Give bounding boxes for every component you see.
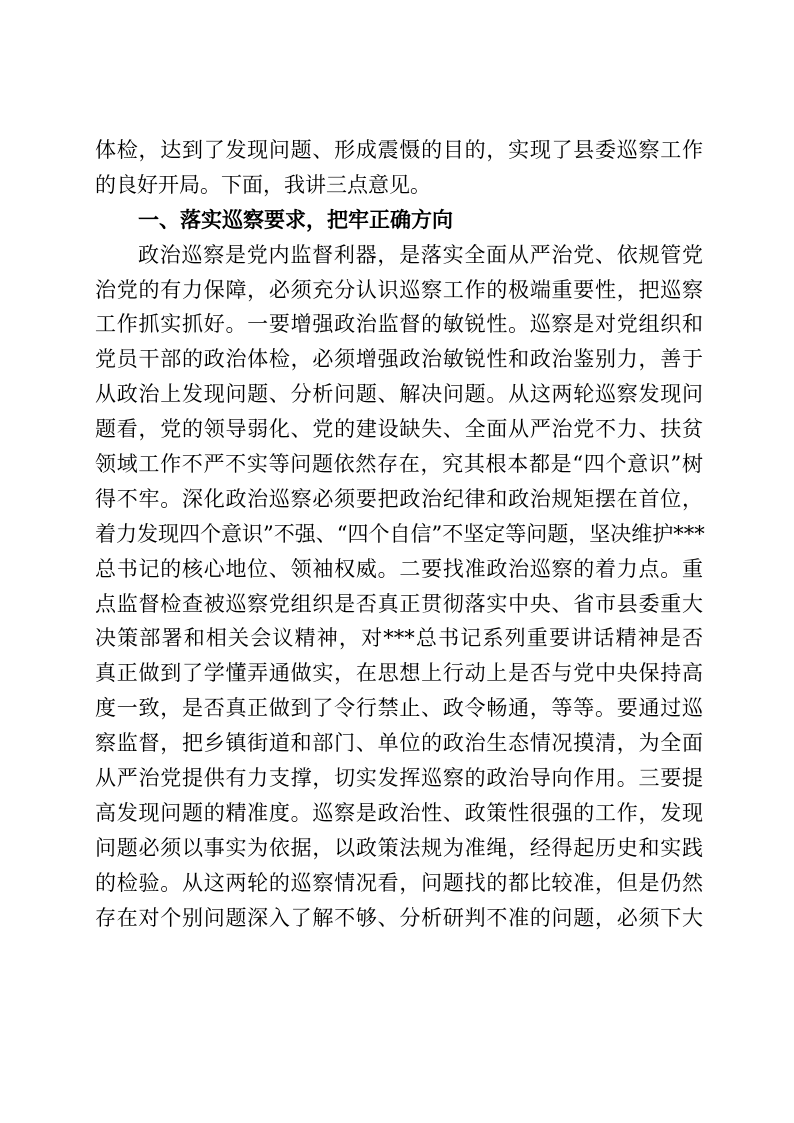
text-line: 题看，党的领导弱化、党的建设缺失、全面从严治党不力、扶贫 (95, 417, 703, 442)
text-line: 问题必须以事实为依据，以政策法规为准绳，经得起历史和实践 (95, 835, 703, 860)
text-line: 政治巡察是党内监督利器，是落实全面从严治党、依规管党 (138, 242, 703, 267)
text-line: 度一致，是否真正做到了令行禁止、政令畅通，等等。要通过巡 (95, 696, 703, 721)
text-line: 存在对个别问题深入了解不够、分析研判不准的问题，必须下大 (95, 905, 703, 930)
text-line: 察监督，把乡镇街道和部门、单位的政治生态情况摸清，为全面 (95, 731, 703, 756)
text-line: 工作抓实抓好。一要增强政治监督的敏锐性。巡察是对党组织和 (95, 312, 703, 337)
text-line: 着力发现四个意识”不强、“四个自信”不坚定等问题，坚决维护*** (95, 521, 705, 546)
text-line: 的良好开局。下面，我讲三点意见。 (95, 172, 431, 197)
section-heading: 一、落实巡察要求，把牢正确方向 (138, 207, 453, 232)
text-line: 治党的有力保障，必须充分认识巡察工作的极端重要性，把巡察 (95, 277, 703, 302)
text-line: 的检验。从这两轮的巡察情况看，问题找的都比较准，但是仍然 (95, 870, 703, 895)
text-line: 党员干部的政治体检，必须增强政治敏锐性和政治鉴别力，善于 (95, 347, 703, 372)
body-text (95, 133, 703, 935)
text-line: 从政治上发现问题、分析问题、解决问题。从这两轮巡察发现问 (95, 382, 703, 407)
text-line: 总书记的核心地位、领袖权威。二要找准政治巡察的着力点。重 (95, 556, 703, 581)
text-line: 点监督检查被巡察党组织是否真正贯彻落实中央、省市县委重大 (95, 591, 703, 616)
text-line: 真正做到了学懂弄通做实，在思想上行动上是否与党中央保持高 (95, 661, 703, 686)
text-line: 从严治党提供有力支撑，切实发挥巡察的政治导向作用。三要提 (95, 766, 703, 791)
text-line: 决策部署和相关会议精神，对***总书记系列重要讲话精神是否 (95, 626, 703, 651)
text-line: 高发现问题的精准度。巡察是政治性、政策性很强的工作，发现 (95, 800, 703, 825)
text-line: 得不牢。深化政治巡察必须要把政治纪律和政治规矩摆在首位， (95, 486, 703, 511)
text-line: 体检，达到了发现问题、形成震慑的目的，实现了县委巡察工作 (95, 138, 703, 162)
text-line: 领域工作不严不实等问题依然存在，究其根本都是“四个意识”树 (95, 452, 703, 477)
